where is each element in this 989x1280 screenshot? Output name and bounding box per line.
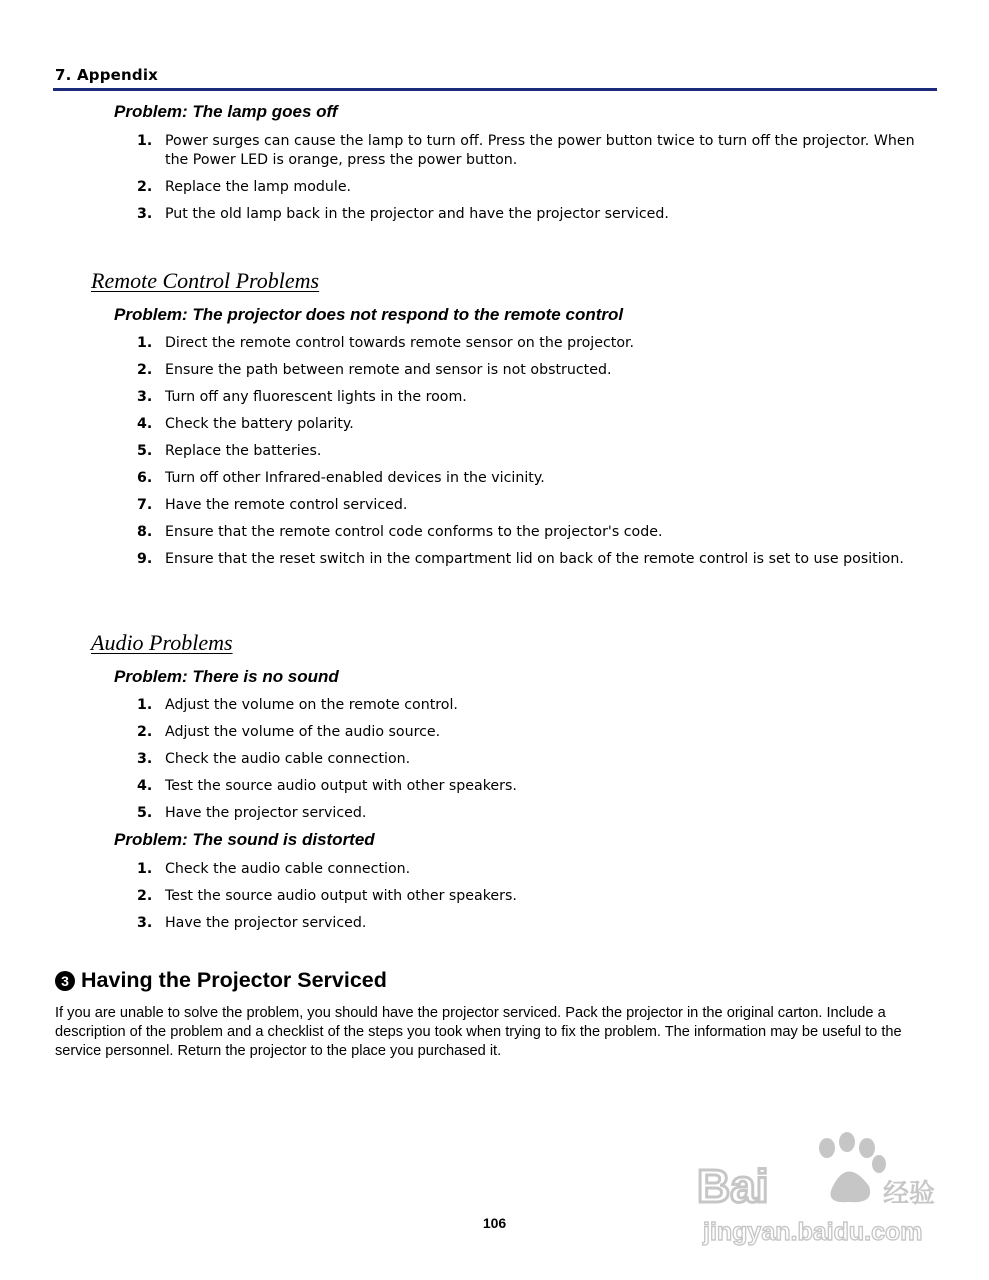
svg-text:du: du	[785, 1172, 827, 1210]
list-item	[137, 860, 937, 879]
list-item	[137, 415, 937, 434]
step-text: Check the audio cable connection.	[165, 751, 411, 767]
step-number: 1.	[137, 335, 153, 351]
distorted-steps	[137, 860, 937, 941]
list-item	[137, 442, 937, 461]
service-paragraph: If you are unable to solve the problem, you should have the projector serviced. Pack the projector in the original carton. Include a description of the problem and a checklist of the steps you took when trying to fix the problem. The information may be useful to the service personnel. Return the projector to the place you purchased it.	[55, 1005, 902, 1059]
step-number: 5.	[137, 443, 153, 459]
step-number: 3.	[137, 389, 153, 405]
header-title: 7. Appendix	[55, 66, 159, 84]
header-rule	[53, 88, 937, 91]
service-heading	[55, 968, 387, 993]
service-heading-text: Having the Projector Serviced	[81, 968, 387, 992]
list-item	[137, 750, 937, 769]
step-number: 4.	[137, 778, 153, 794]
svg-text:经验: 经验	[883, 1179, 936, 1209]
step-number: 7.	[137, 497, 153, 513]
step-text: Turn off other Infrared-enabled devices in the vicinity.	[165, 470, 545, 486]
remote-steps	[137, 334, 937, 577]
step-text: Have the projector serviced.	[165, 805, 367, 821]
step-number: 5.	[137, 805, 153, 821]
step-text: Replace the lamp module.	[165, 179, 352, 195]
list-item	[137, 914, 937, 933]
step-number: 1.	[137, 697, 153, 713]
list-item	[137, 469, 937, 488]
nosound-steps	[137, 696, 937, 831]
step-number: 1.	[137, 133, 153, 149]
step-number: 1.	[137, 861, 153, 877]
problem-remote-heading: Problem: The projector does not respond to the remote control	[114, 305, 624, 324]
list-item	[137, 777, 937, 796]
step-text: Test the source audio output with other speakers.	[165, 888, 517, 904]
list-item	[137, 723, 937, 742]
lamp-steps	[137, 132, 937, 232]
list-item	[137, 496, 937, 515]
step-text: Replace the batteries.	[165, 443, 322, 459]
step-number: 3.	[137, 915, 153, 931]
step-text: Check the battery polarity.	[165, 416, 354, 432]
list-item	[137, 178, 937, 197]
svg-text:jingyan.baidu.com: jingyan.baidu.com	[703, 1218, 923, 1246]
problem-lamp-heading: Problem: The lamp goes off	[114, 102, 338, 121]
list-item	[137, 523, 937, 542]
svg-text:Bai: Bai	[697, 1160, 769, 1212]
list-item	[137, 361, 937, 380]
step-text: Adjust the volume of the audio source.	[165, 724, 441, 740]
step-text: Put the old lamp back in the projector and have the projector serviced.	[165, 206, 669, 222]
baidu-watermark-logo	[697, 1128, 937, 1248]
problem-distorted-heading: Problem: The sound is distorted	[114, 830, 375, 849]
step-number: 8.	[137, 524, 153, 540]
step-number: 2.	[137, 724, 153, 740]
step-text: Ensure that the reset switch in the compartment lid on back of the remote control is set to use position.	[165, 551, 904, 567]
list-item	[137, 804, 937, 823]
step-number: 2.	[137, 179, 153, 195]
list-item	[137, 205, 937, 224]
step-number: 3.	[137, 206, 153, 222]
step-number: 2.	[137, 362, 153, 378]
step-text: Power surges can cause the lamp to turn off. Press the power button twice to turn off the projector. When the Power LED is orange, press the power button.	[165, 133, 915, 168]
page-number: 106	[482, 1215, 507, 1231]
problem-nosound-heading: Problem: There is no sound	[114, 667, 339, 686]
step-text: Adjust the volume on the remote control.	[165, 697, 458, 713]
section-title-remote: Remote Control Problems	[91, 268, 320, 293]
section-title-audio: Audio Problems	[91, 630, 233, 655]
step-text: Have the projector serviced.	[165, 915, 367, 931]
step-number: 4.	[137, 416, 153, 432]
list-item	[137, 132, 937, 170]
step-text: Direct the remote control towards remote sensor on the projector.	[165, 335, 635, 351]
step-text: Ensure the path between remote and sensor is not obstructed.	[165, 362, 612, 378]
list-item	[137, 334, 937, 353]
step-text: Check the audio cable connection.	[165, 861, 411, 877]
step-number: 3.	[137, 751, 153, 767]
numbered-bullet-icon: 3	[55, 971, 75, 991]
step-number: 9.	[137, 551, 153, 567]
step-number: 6.	[137, 470, 153, 486]
step-number: 2.	[137, 888, 153, 904]
paw-icon	[819, 1132, 886, 1202]
step-text: Ensure that the remote control code conforms to the projector's code.	[165, 524, 663, 540]
step-text: Have the remote control serviced.	[165, 497, 408, 513]
list-item	[137, 550, 937, 569]
step-text: Test the source audio output with other speakers.	[165, 778, 517, 794]
step-text: Turn off any fluorescent lights in the room.	[165, 389, 467, 405]
list-item	[137, 887, 937, 906]
list-item	[137, 696, 937, 715]
list-item	[137, 388, 937, 407]
